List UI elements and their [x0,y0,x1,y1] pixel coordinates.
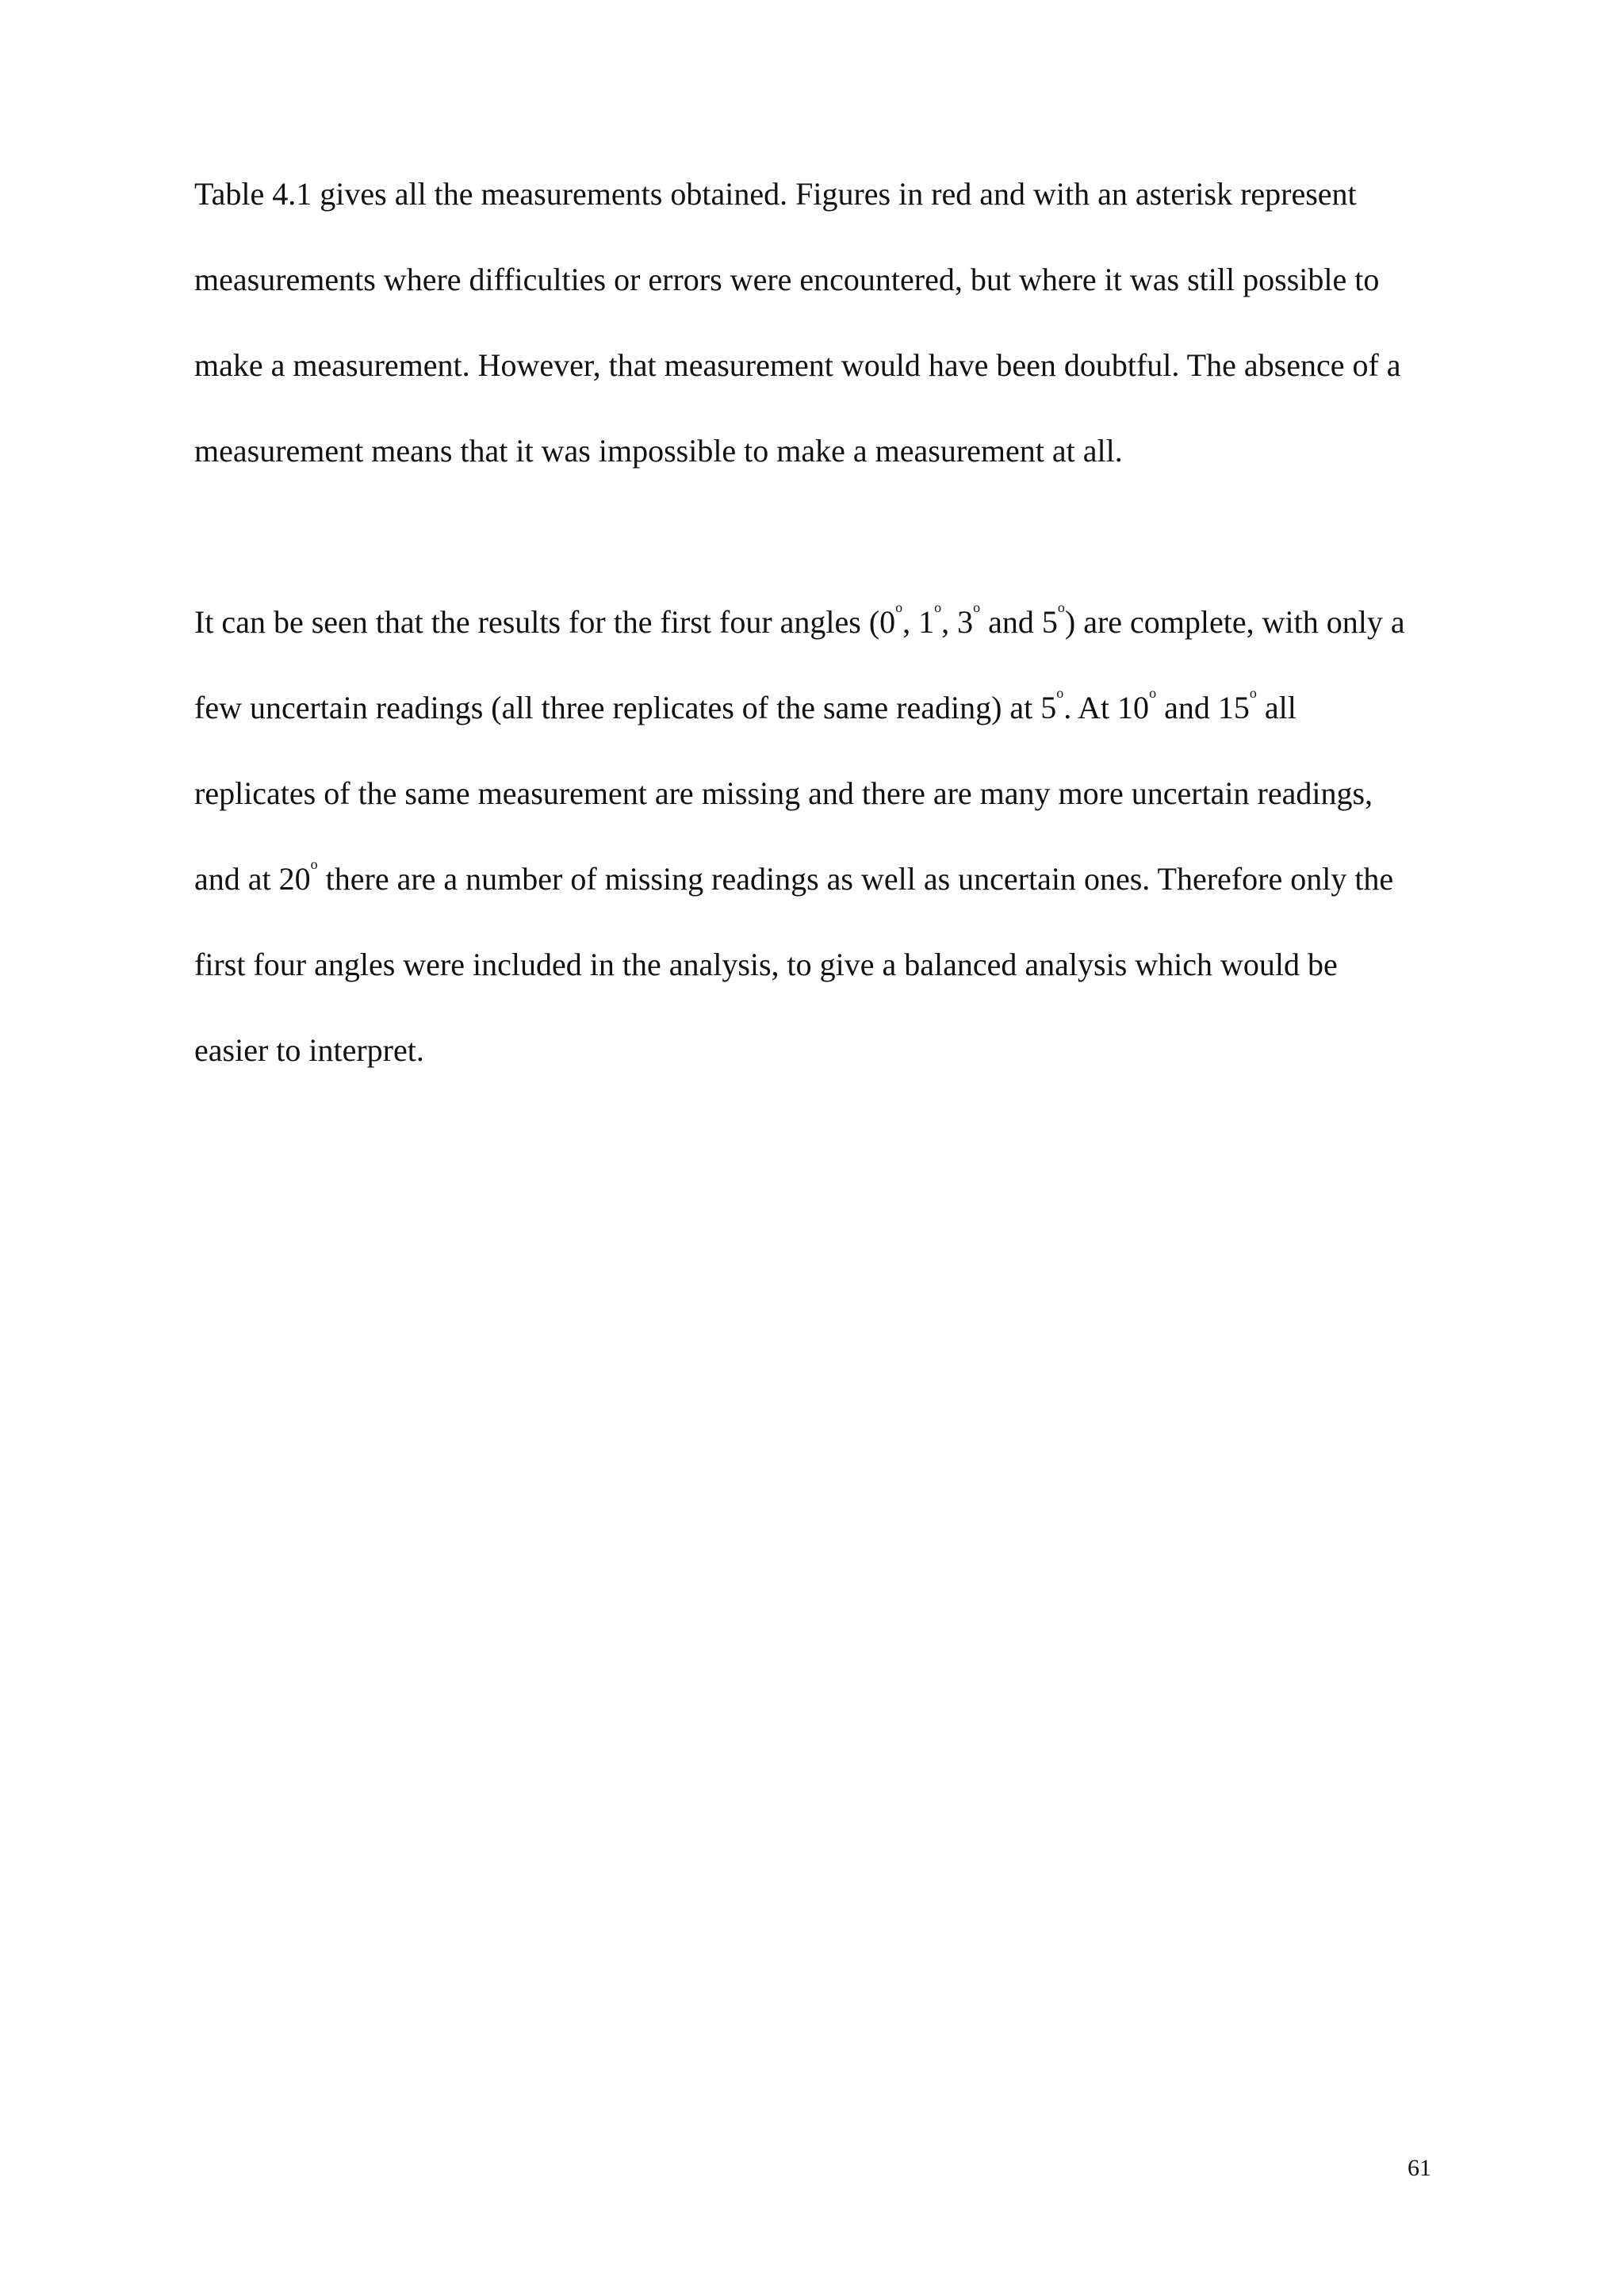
degree-mark: o [973,599,981,615]
text-line: measurement means that it was impossible to make a measurement at all. [194,433,1123,469]
text-line: few uncertain readings (all three replicates of the same reading) at 5$^o$. At 10$^o$ and 15$^o$ all [194,685,1297,725]
text-line: Table 4.1 gives all the measurements obtained. Figures in red and with an asterisk represent [194,176,1357,212]
degree-mark: o [1057,599,1065,615]
page-number: 61 [1408,2155,1431,2181]
text-line: first four angles were included in the analysis, to give a balanced analysis which would be [194,947,1338,982]
text-line: and at 20$^o$ there are a number of missing readings as well as uncertain ones. Therefore only the [194,856,1394,897]
degree-mark: o [310,856,318,872]
text-line: measurements where difficulties or errors were encountered, but where it was still possible to [194,262,1380,297]
degree-mark: o [1149,685,1157,701]
degree-mark: o [895,599,903,615]
paragraph-angles [194,599,1463,1112]
paragraph-measurements [194,170,1463,513]
text-line: replicates of the same measurement are missing and there are many more uncertain readings, [194,775,1373,811]
text-line: It can be seen that the results for the first four angles (0$^o$, 1$^o$, 3$^o$ and 5$^o$) are complete, with only a [194,599,1405,640]
degree-mark: o [1249,685,1257,701]
degree-mark: o [934,599,942,615]
text-line: make a measurement. However, that measurement would have been doubtful. The absence of a [194,347,1401,383]
degree-mark: o [1056,685,1064,701]
text-line: easier to interpret. [194,1032,424,1068]
